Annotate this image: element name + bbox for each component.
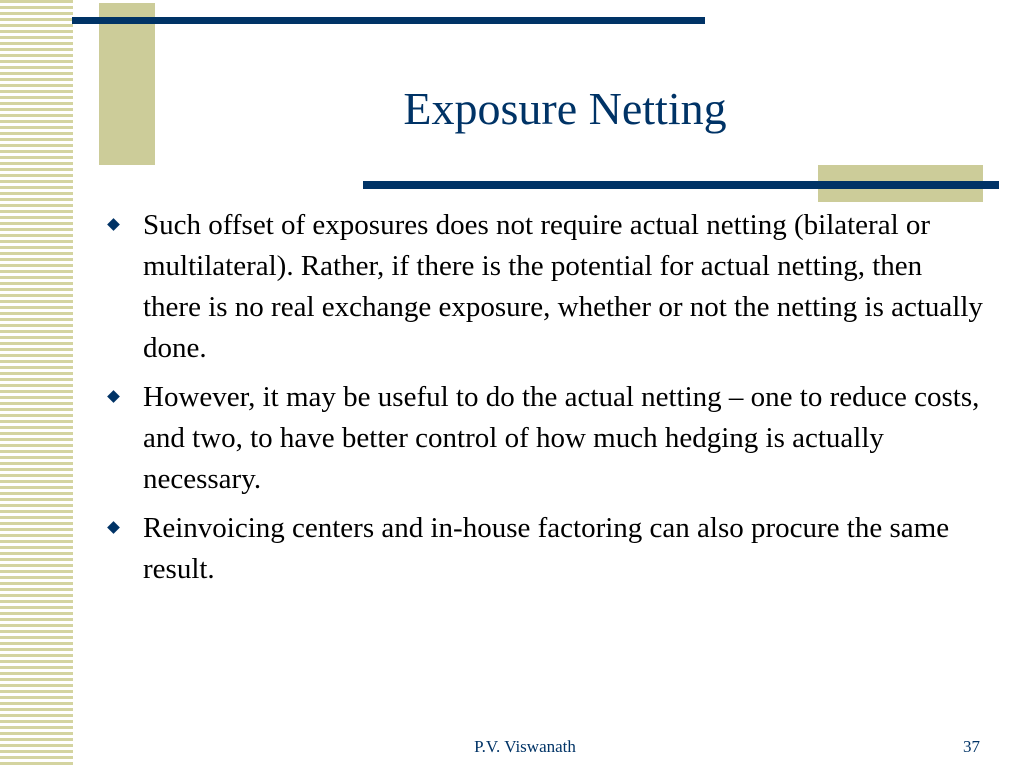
footer-author: P.V. Viswanath — [474, 737, 576, 756]
bullet-text: Reinvoicing centers and in-house factoring can also procure the same result. — [143, 512, 950, 585]
bullet-item — [106, 508, 986, 590]
title-underline-rule — [363, 181, 999, 189]
slide-title: Exposure Netting — [403, 83, 727, 134]
accent-block-top-left — [99, 3, 155, 165]
bullet-text: Such offset of exposures does not require actual netting (bilateral or multilateral). Rather, if there is the potential for actual netting, then there is no real exchange exposure, whether or not the netting is actually done. — [143, 209, 983, 364]
bullet-item — [106, 377, 986, 500]
top-rule — [72, 17, 705, 24]
diamond-icon — [107, 521, 120, 534]
diamond-icon — [107, 218, 120, 231]
bullet-item — [106, 205, 986, 369]
diamond-icon — [107, 390, 120, 403]
striped-side-decoration — [0, 0, 73, 768]
bullet-text: However, it may be useful to do the actual netting – one to reduce costs, and two, to have better control of how much hedging is actually necessary. — [143, 381, 980, 495]
page-number: 37 — [963, 737, 980, 756]
bullet-list — [106, 205, 986, 598]
